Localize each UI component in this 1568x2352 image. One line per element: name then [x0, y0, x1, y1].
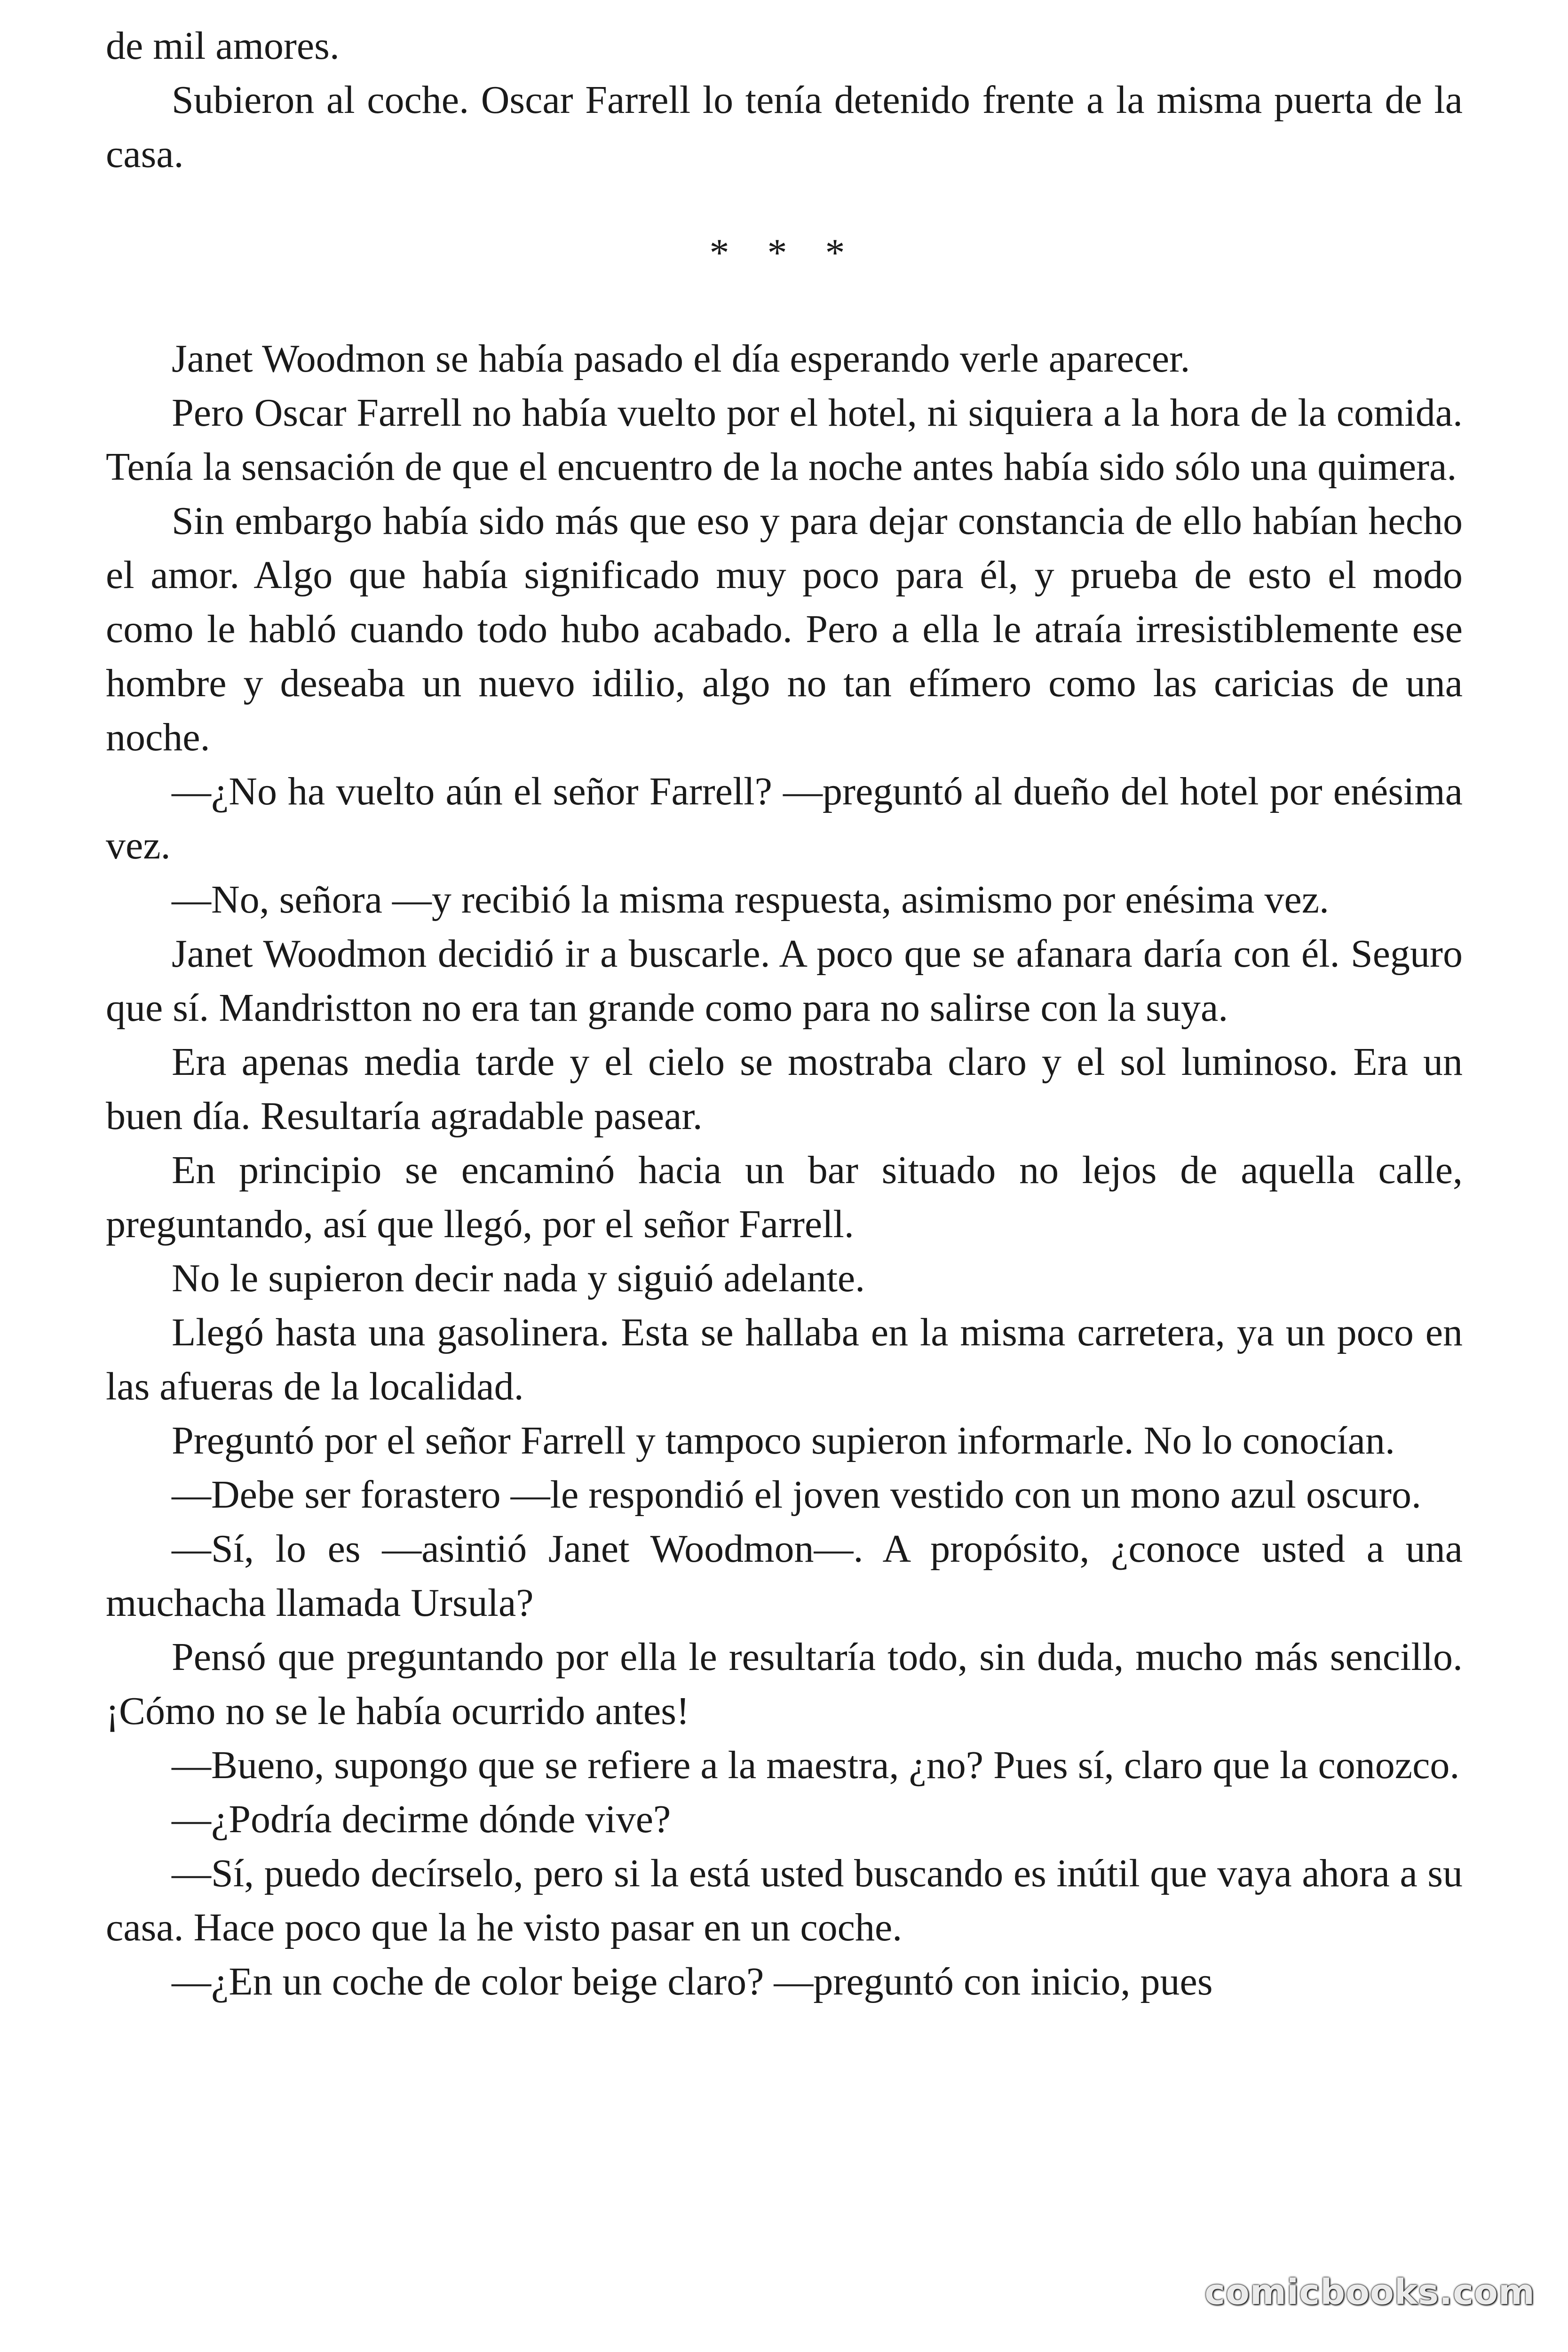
watermark-logo: comicbooks.com	[1204, 2272, 1535, 2312]
page-body	[106, 19, 1463, 2009]
paragraph-10: En principio se encaminó hacia un bar situado no lejos de aquella calle, preguntando, así que llegó, por el señor Farrell.	[106, 1148, 1463, 1246]
paragraph-12: Llegó hasta una gasolinera. Esta se hallaba en la misma carretera, ya un poco en las afueras de la localidad.	[106, 1311, 1463, 1408]
paragraph-6: —¿No ha vuelto aún el señor Farrell? —preguntó al dueño del hotel por enésima vez.	[106, 770, 1463, 867]
paragraph-13: Preguntó por el señor Farrell y tampoco supieron informarle. No lo conocían.	[172, 1419, 1395, 1462]
paragraph-15: —Sí, lo es —asintió Janet Woodmon—. A propósito, ¿conoce usted a una muchacha llamada Ursula?	[106, 1527, 1463, 1625]
paragraph-18: —¿Podría decirme dónde vive?	[172, 1797, 671, 1841]
paragraph-7: —No, señora —y recibió la misma respuesta, asimismo por enésima vez.	[172, 878, 1330, 922]
paragraph-1: de mil amores.	[106, 24, 340, 68]
paragraph-4: Pero Oscar Farrell no había vuelto por el hotel, ni siquiera a la hora de la comida. Tenía la sensación de que el encuentro de la noche antes había sido sólo una quimera.	[106, 391, 1463, 489]
paragraph-2: Subieron al coche. Oscar Farrell lo tenía detenido frente a la misma puerta de la casa.	[106, 78, 1463, 176]
paragraph-17: —Bueno, supongo que se refiere a la maestra, ¿no? Pues sí, claro que la conozco.	[172, 1743, 1460, 1787]
paragraph-9: Era apenas media tarde y el cielo se mostraba claro y el sol luminoso. Era un buen día. Resultaría agradable pasear.	[106, 1040, 1463, 1138]
scene-separator: * * *	[709, 231, 859, 275]
paragraph-19: —Sí, puedo decírselo, pero si la está usted buscando es inútil que vaya ahora a su casa. Hace poco que la he visto pasar en un coche.	[106, 1851, 1463, 1949]
paragraph-3: Janet Woodmon se había pasado el día esperando verle aparecer.	[172, 337, 1190, 381]
paragraph-14: —Debe ser forastero —le respondió el joven vestido con un mono azul oscuro.	[172, 1473, 1421, 1517]
paragraph-5: Sin embargo había sido más que eso y para dejar constancia de ello habían hecho el amor. Algo que había significado muy poco para él, y prueba de esto el modo como le habló cuando todo hubo acabado. Pero a ella le atraía irresistiblemente ese hombre y deseaba un nuevo idilio, algo no tan efímero como las caricias de una noche.	[106, 499, 1463, 759]
paragraph-20: —¿En un coche de color beige claro? —preguntó con inicio, pues	[172, 1960, 1213, 2003]
paragraph-11: No le supieron decir nada y siguió adelante.	[172, 1256, 865, 1300]
paragraph-16: Pensó que preguntando por ella le resultaría todo, sin duda, mucho más sencillo. ¡Cómo no se le había ocurrido antes!	[106, 1635, 1463, 1733]
paragraph-8: Janet Woodmon decidió ir a buscarle. A poco que se afanara daría con él. Seguro que sí. Mandristton no era tan grande como para no salirse con la suya.	[106, 932, 1463, 1030]
